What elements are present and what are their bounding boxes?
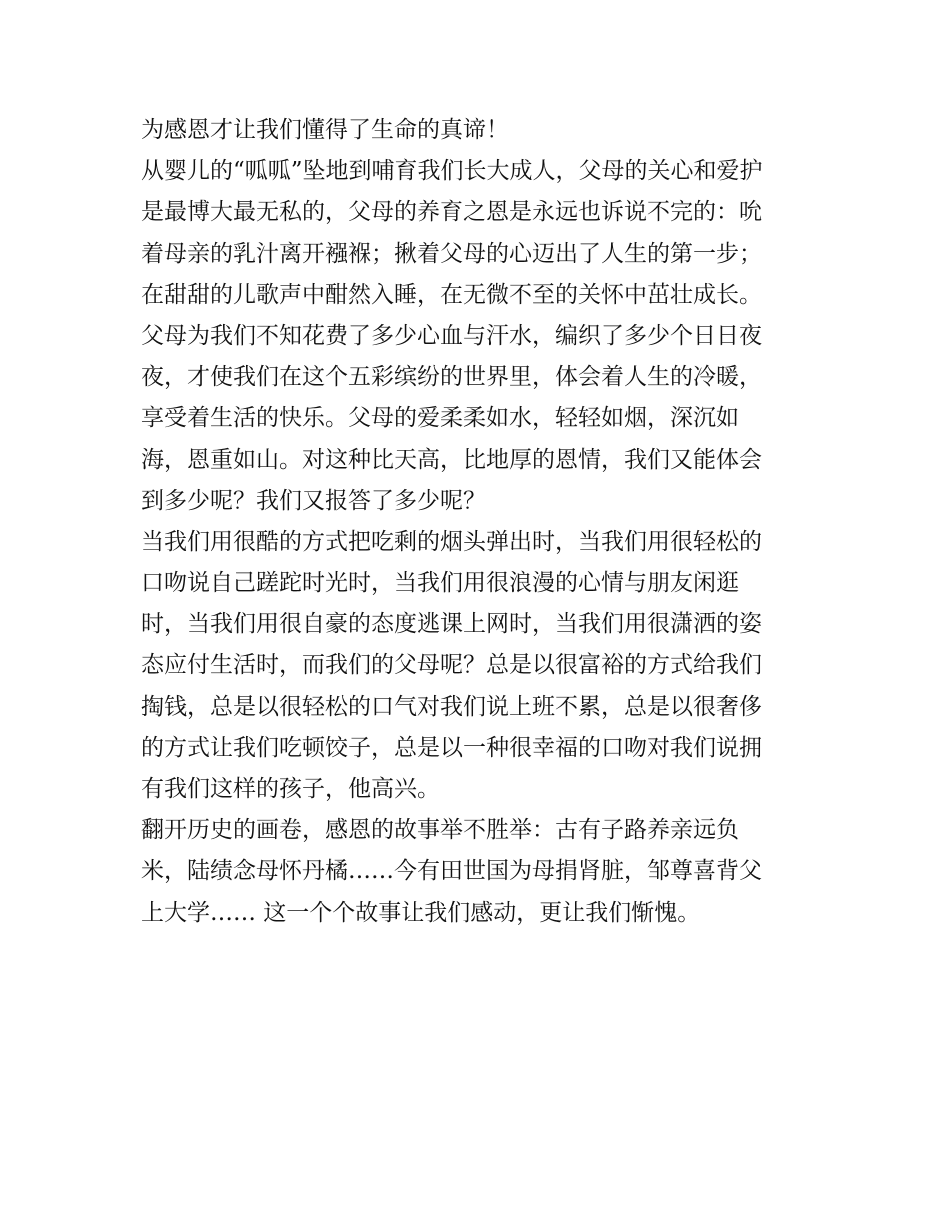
text-line: 当我们用很酷的方式把吃剩的烟头弹出时，当我们用很轻松的	[141, 528, 762, 555]
text-line: 的方式让我们吃顿饺子，总是以一种很幸福的口吻对我们说拥	[141, 734, 762, 761]
text-line: 海，恩重如山。对这种比天高，比地厚的恩情，我们又能体会	[141, 446, 762, 473]
text-line: 上大学…… 这一个个故事让我们感动，更让我们惭愧。	[141, 899, 701, 926]
text-line: 时，当我们用很自豪的态度逃课上网时，当我们用很潇洒的姿	[141, 611, 762, 638]
text-line: 享受着生活的快乐。父母的爱柔柔如水，轻轻如烟，深沉如	[141, 405, 739, 432]
text-line: 米，陆绩念母怀丹橘……今有田世国为母捐肾脏，邹尊喜背父	[141, 858, 762, 885]
text-line: 翻开历史的画卷，感恩的故事举不胜举：古有子路养亲远负	[141, 817, 739, 844]
text-line: 父母为我们不知花费了多少心血与汗水，编织了多少个日日夜	[141, 322, 762, 349]
text-line: 夜，才使我们在这个五彩缤纷的世界里，体会着人生的冷暖，	[141, 364, 762, 391]
text-line: 在甜甜的儿歌声中酣然入睡，在无微不至的关怀中茁壮成长。	[141, 281, 762, 308]
text-line: 口吻说自己蹉跎时光时，当我们用很浪漫的心情与朋友闲逛	[141, 570, 739, 597]
text-line: 掏钱，总是以很轻松的口气对我们说上班不累，总是以很奢侈	[141, 693, 762, 720]
text-line: 态应付生活时，而我们的父母呢？总是以很富裕的方式给我们	[141, 652, 762, 679]
text-line: 是最博大最无私的，父母的养育之恩是永远也诉说不完的：吮	[141, 199, 762, 226]
document-body	[141, 110, 821, 934]
text-line: 为感恩才让我们懂得了生命的真谛！	[141, 117, 509, 143]
text-line: 从婴儿的“呱呱”坠地到哺育我们长大成人，父母的关心和爱护	[141, 158, 763, 185]
text-line: 到多少呢？我们又报答了多少呢？	[141, 487, 486, 514]
text-line: 有我们这样的孩子，他高兴。	[141, 776, 440, 802]
text-line: 着母亲的乳汁离开襁褓；揪着父母的心迈出了人生的第一步；	[141, 240, 762, 267]
